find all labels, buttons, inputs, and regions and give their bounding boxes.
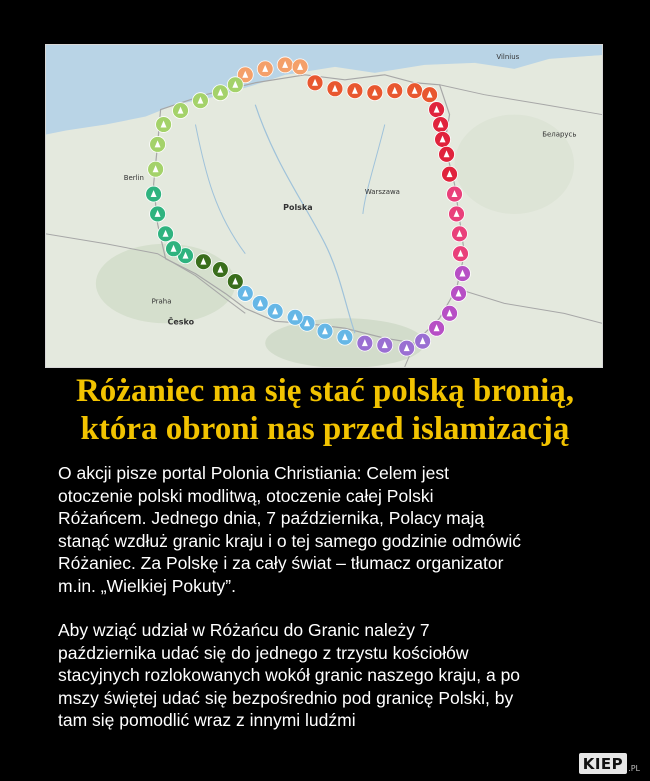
logo-text: KIEP (579, 753, 627, 774)
site-logo[interactable] (579, 753, 640, 774)
paragraph-1-line: otoczenie polski modlitwą, otoczenie całej Polski (58, 485, 434, 506)
border-map (46, 45, 602, 367)
label-berlin: Berlin (123, 174, 144, 183)
label-belarus: Беларусь (542, 130, 577, 139)
headline-line-2: która obroni nas przed islamizacją (80, 411, 570, 447)
headline-line-1: Różaniec ma się stać polską bronią, (75, 373, 575, 409)
paragraph-2-line: mszy świętej udać się bezpośrednio pod granicę Polski, by (58, 687, 514, 708)
paragraph-1-line: stanąć wzdłuż granic kraju i o tej samego godzinie odmówić (58, 530, 522, 551)
paragraph-2 (58, 619, 618, 732)
paragraph-1-line: Różańcem. Jednego dnia, 7 października, Polacy mają (58, 508, 485, 528)
headline (0, 372, 650, 448)
paragraph-2-line: Aby wziąć udział w Różańcu do Granic należy 7 (58, 620, 430, 640)
label-polska: Polska (283, 202, 313, 212)
logo-suffix: .PL (628, 764, 640, 773)
paragraph-2-line: października udać się do jednego z trzystu kościołów (58, 642, 469, 663)
paragraph-1 (58, 462, 618, 597)
label-warszawa: Warszawa (364, 188, 400, 197)
paragraph-2-line: stacyjnych rozlokowanych wokół granic naszego kraju, a po (58, 665, 521, 685)
paragraph-2-line: tam się pomodlić wraz z innymi ludźmi (58, 710, 356, 730)
map-image (45, 44, 603, 368)
label-vilnius: Vilnius (496, 52, 520, 61)
paragraph-1-line: O akcji pisze portal Polonia Christiania: Celem jest (58, 463, 449, 483)
label-praha: Praha (151, 297, 172, 306)
paragraph-1-line: m.in. „Wielkiej Pokuty”. (58, 575, 236, 596)
article-body (58, 462, 618, 732)
paragraph-1-line: Różaniec. Za Polskę i za cały świat – tłumacz organizator (58, 553, 504, 573)
label-cesko: Česko (167, 317, 195, 327)
